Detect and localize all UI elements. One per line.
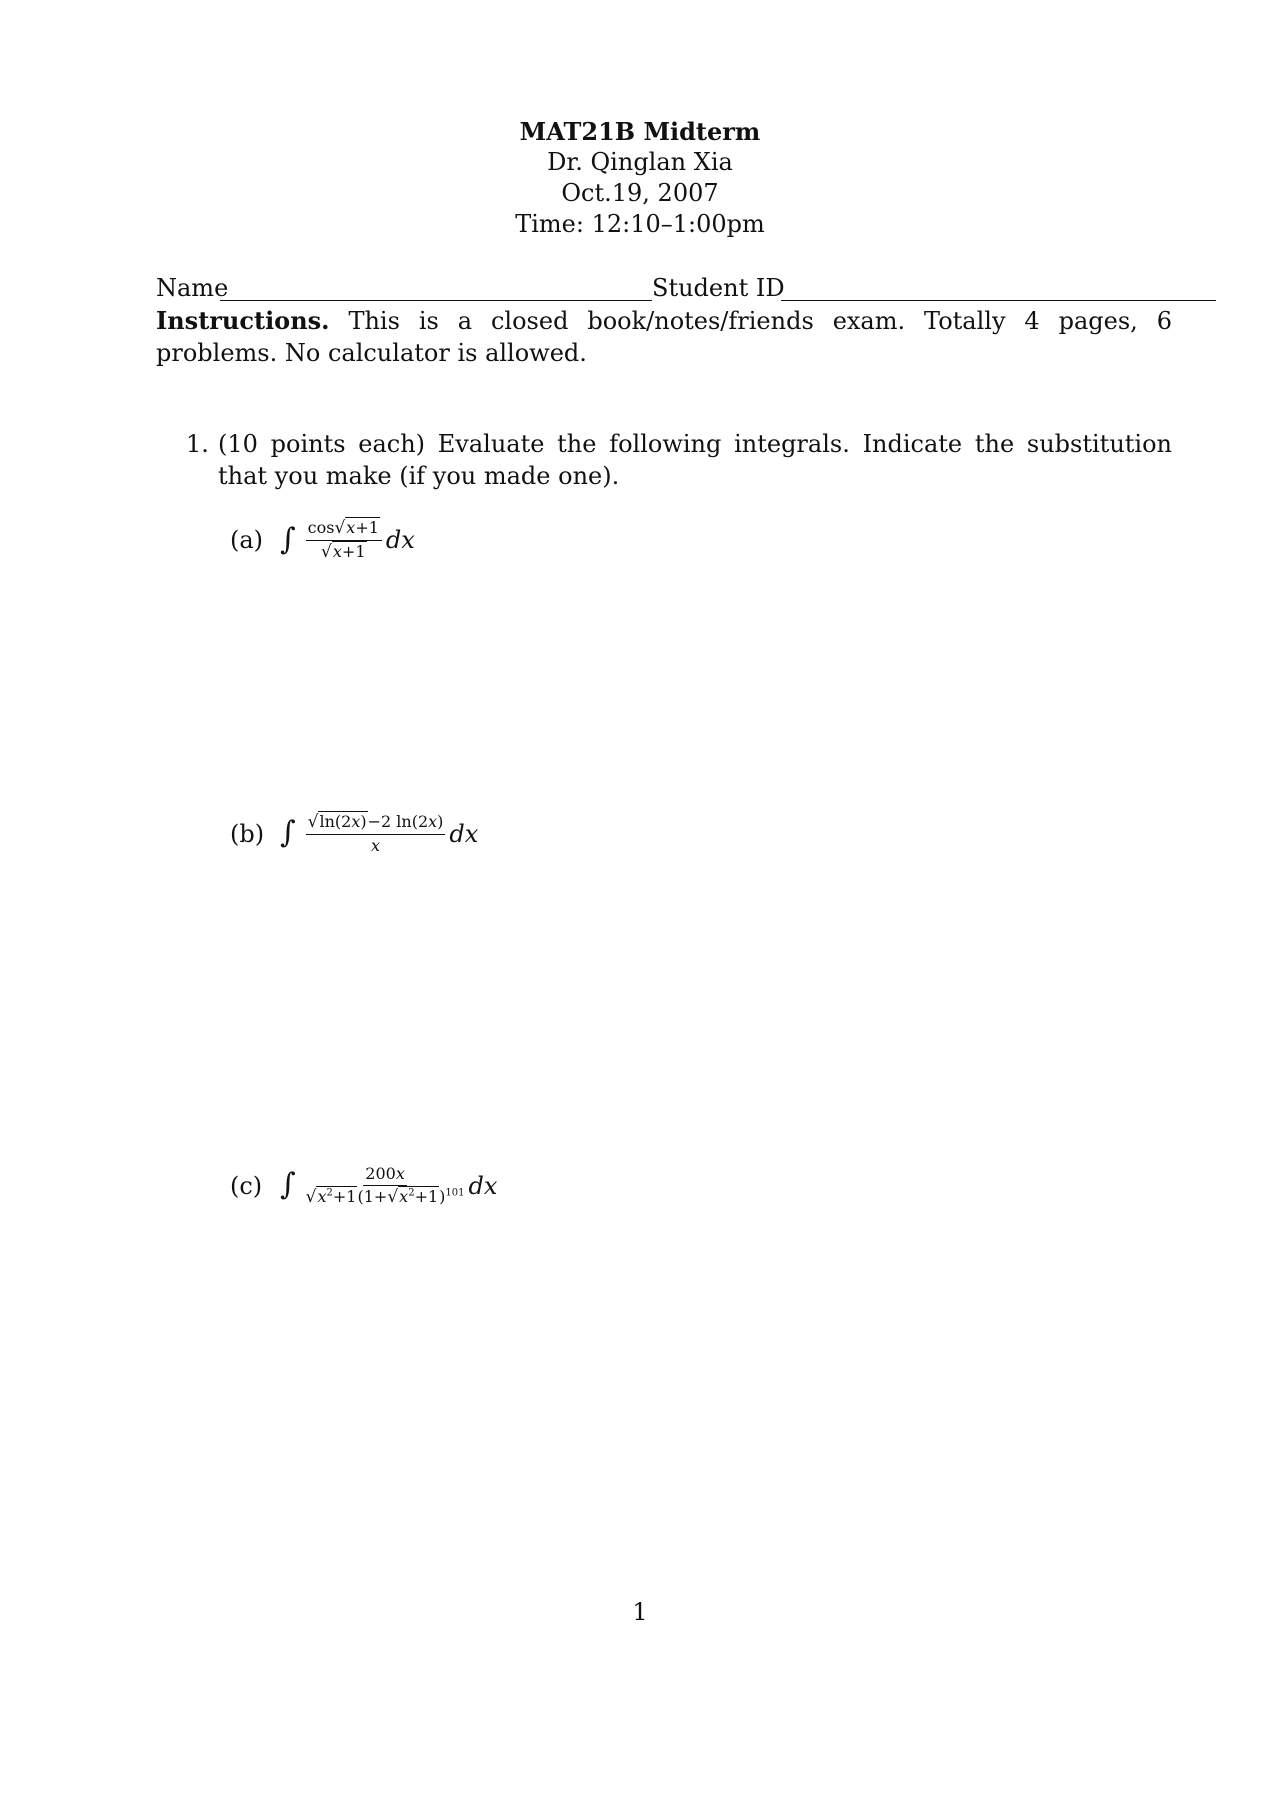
problem-text: (10 points each) Evaluate the following integrals. Indicate the substitution that you make (if you made one). xyxy=(218,430,1172,490)
integrand-fraction: $\frac{√\ln(2x)-2 \ln(2x)}{x}$ xyxy=(307,812,444,855)
page-number: 1 xyxy=(632,1598,648,1626)
name-field-line[interactable] xyxy=(220,274,652,301)
exam-header xyxy=(0,116,1280,240)
part-label: (b) xyxy=(230,819,265,848)
exam-time: Time: 12:10–1:00pm xyxy=(515,210,765,238)
problem-part-b: (b) ∫ $\frac{√\ln(2x)-2 \ln(2x)}{x}$ dx xyxy=(230,812,479,855)
instructions xyxy=(156,305,1172,369)
integral-sign: ∫ xyxy=(280,521,296,557)
problem-1 xyxy=(186,428,1172,492)
instructor-name: Dr. Qinglan Xia xyxy=(547,148,733,176)
instructions-heading: Instructions. xyxy=(156,306,330,335)
student-id-label: Student ID xyxy=(652,274,785,302)
exam-title: MAT21B Midterm xyxy=(519,117,761,146)
name-id-row xyxy=(156,274,1216,306)
name-label: Name xyxy=(156,274,229,302)
integral-sign: ∫ xyxy=(280,1167,296,1202)
integrand-fraction: $\frac{\cos√x+1}{√x+1}$ xyxy=(306,518,382,562)
integral-sign: ∫ xyxy=(280,815,296,850)
part-label: (c) xyxy=(230,1171,263,1200)
student-id-field-line[interactable] xyxy=(781,274,1216,301)
problem-part-c: (c) ∫ $\frac{200x}{√x^2+1(1+√x^2+1)^{101}}$ dx xyxy=(230,1164,498,1207)
problem-part-a: (a) ∫ $\frac{\cos√x+1}{√x+1}$ dx xyxy=(230,518,415,562)
part-label: (a) xyxy=(230,526,264,554)
exam-date: Oct.19, 2007 xyxy=(561,179,719,207)
problem-number: 1. xyxy=(186,430,209,458)
integrand-fraction: $\frac{200x}{√x^2+1(1+√x^2+1)^{101}}$ xyxy=(305,1164,465,1207)
instructions-text: This is a closed book/notes/friends exam. Totally 4 pages, 6 problems. No calculator is allowed. xyxy=(156,307,1172,367)
